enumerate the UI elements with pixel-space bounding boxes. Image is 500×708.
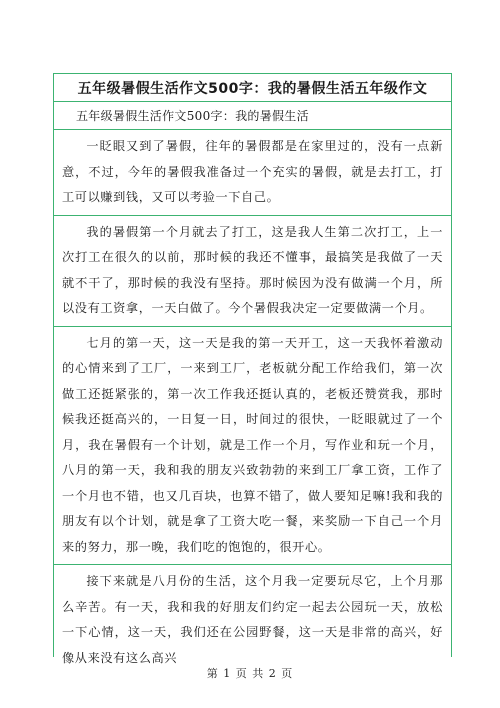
paragraph-row	[54, 327, 451, 566]
paragraph-row	[54, 130, 451, 216]
page-indicator: 第 1 页 共 2 页	[206, 667, 294, 680]
document-title: 五年级暑假生活作文500字：我的暑假生活五年级作文	[77, 80, 428, 97]
subtitle-row	[54, 102, 451, 130]
paragraph-row	[54, 216, 451, 327]
title-row	[54, 74, 451, 102]
paragraph-row	[54, 565, 451, 665]
document-subtitle: 五年级暑假生活作文500字：我的暑假生活	[76, 109, 309, 123]
document-table	[53, 73, 452, 665]
paragraph-text: 我的暑假第一个月就去了打工，这是我人生第二次打工，上一次打工在很久的以前，那时候的我还不懂事，最搞笑是我做了一天就不干了，那时候的我没有坚持。那时候因为没有做满一个月，所以没有工资拿，一天白做了。今个暑假我决定一定要做满一个月。	[62, 224, 443, 315]
paragraph-text: 一眨眼又到了暑假，往年的暑假都是在家里过的，没有一点新意，不过，今年的暑假我准备过一个充实的暑假，就是去打工，打工可以赚到钱，又可以考验一下自己。	[62, 139, 443, 204]
paragraph-text: 七月的第一天，这一天是我的第一天开工，这一天我怀着激动的心情来到了工厂，一来到工厂，老板就分配工作给我们，第一次做工还挺紧张的，第一次工作我还挺认真的，老板还赞赏我，那时候我还挺高兴的，一日复一日，时间过的很快，一眨眼就过了一个月，我在暑假有一个计划，就是工作一个月，写作业和玩一个月，八月的第一天，我和我的朋友兴致勃勃的来到工厂拿工资，工作了一个月也不错，也又几百块，也算不错了，做人要知足嘛!我和我的朋友有以个计划，就是拿了工资大吃一餐，来奖励一下自己一个月来的努力，那一晚，我们吃的饱饱的，很开心。	[62, 335, 443, 554]
paragraph-text: 接下来就是八月份的生活，这个月我一定要玩尽它，上个月那么辛苦。有一天，我和我的好朋友们约定一起去公园玩一天，放松一下心情，这一天，我们还在公园野餐，这一天是非常的高兴，好像从来没有这么高兴	[62, 574, 443, 665]
